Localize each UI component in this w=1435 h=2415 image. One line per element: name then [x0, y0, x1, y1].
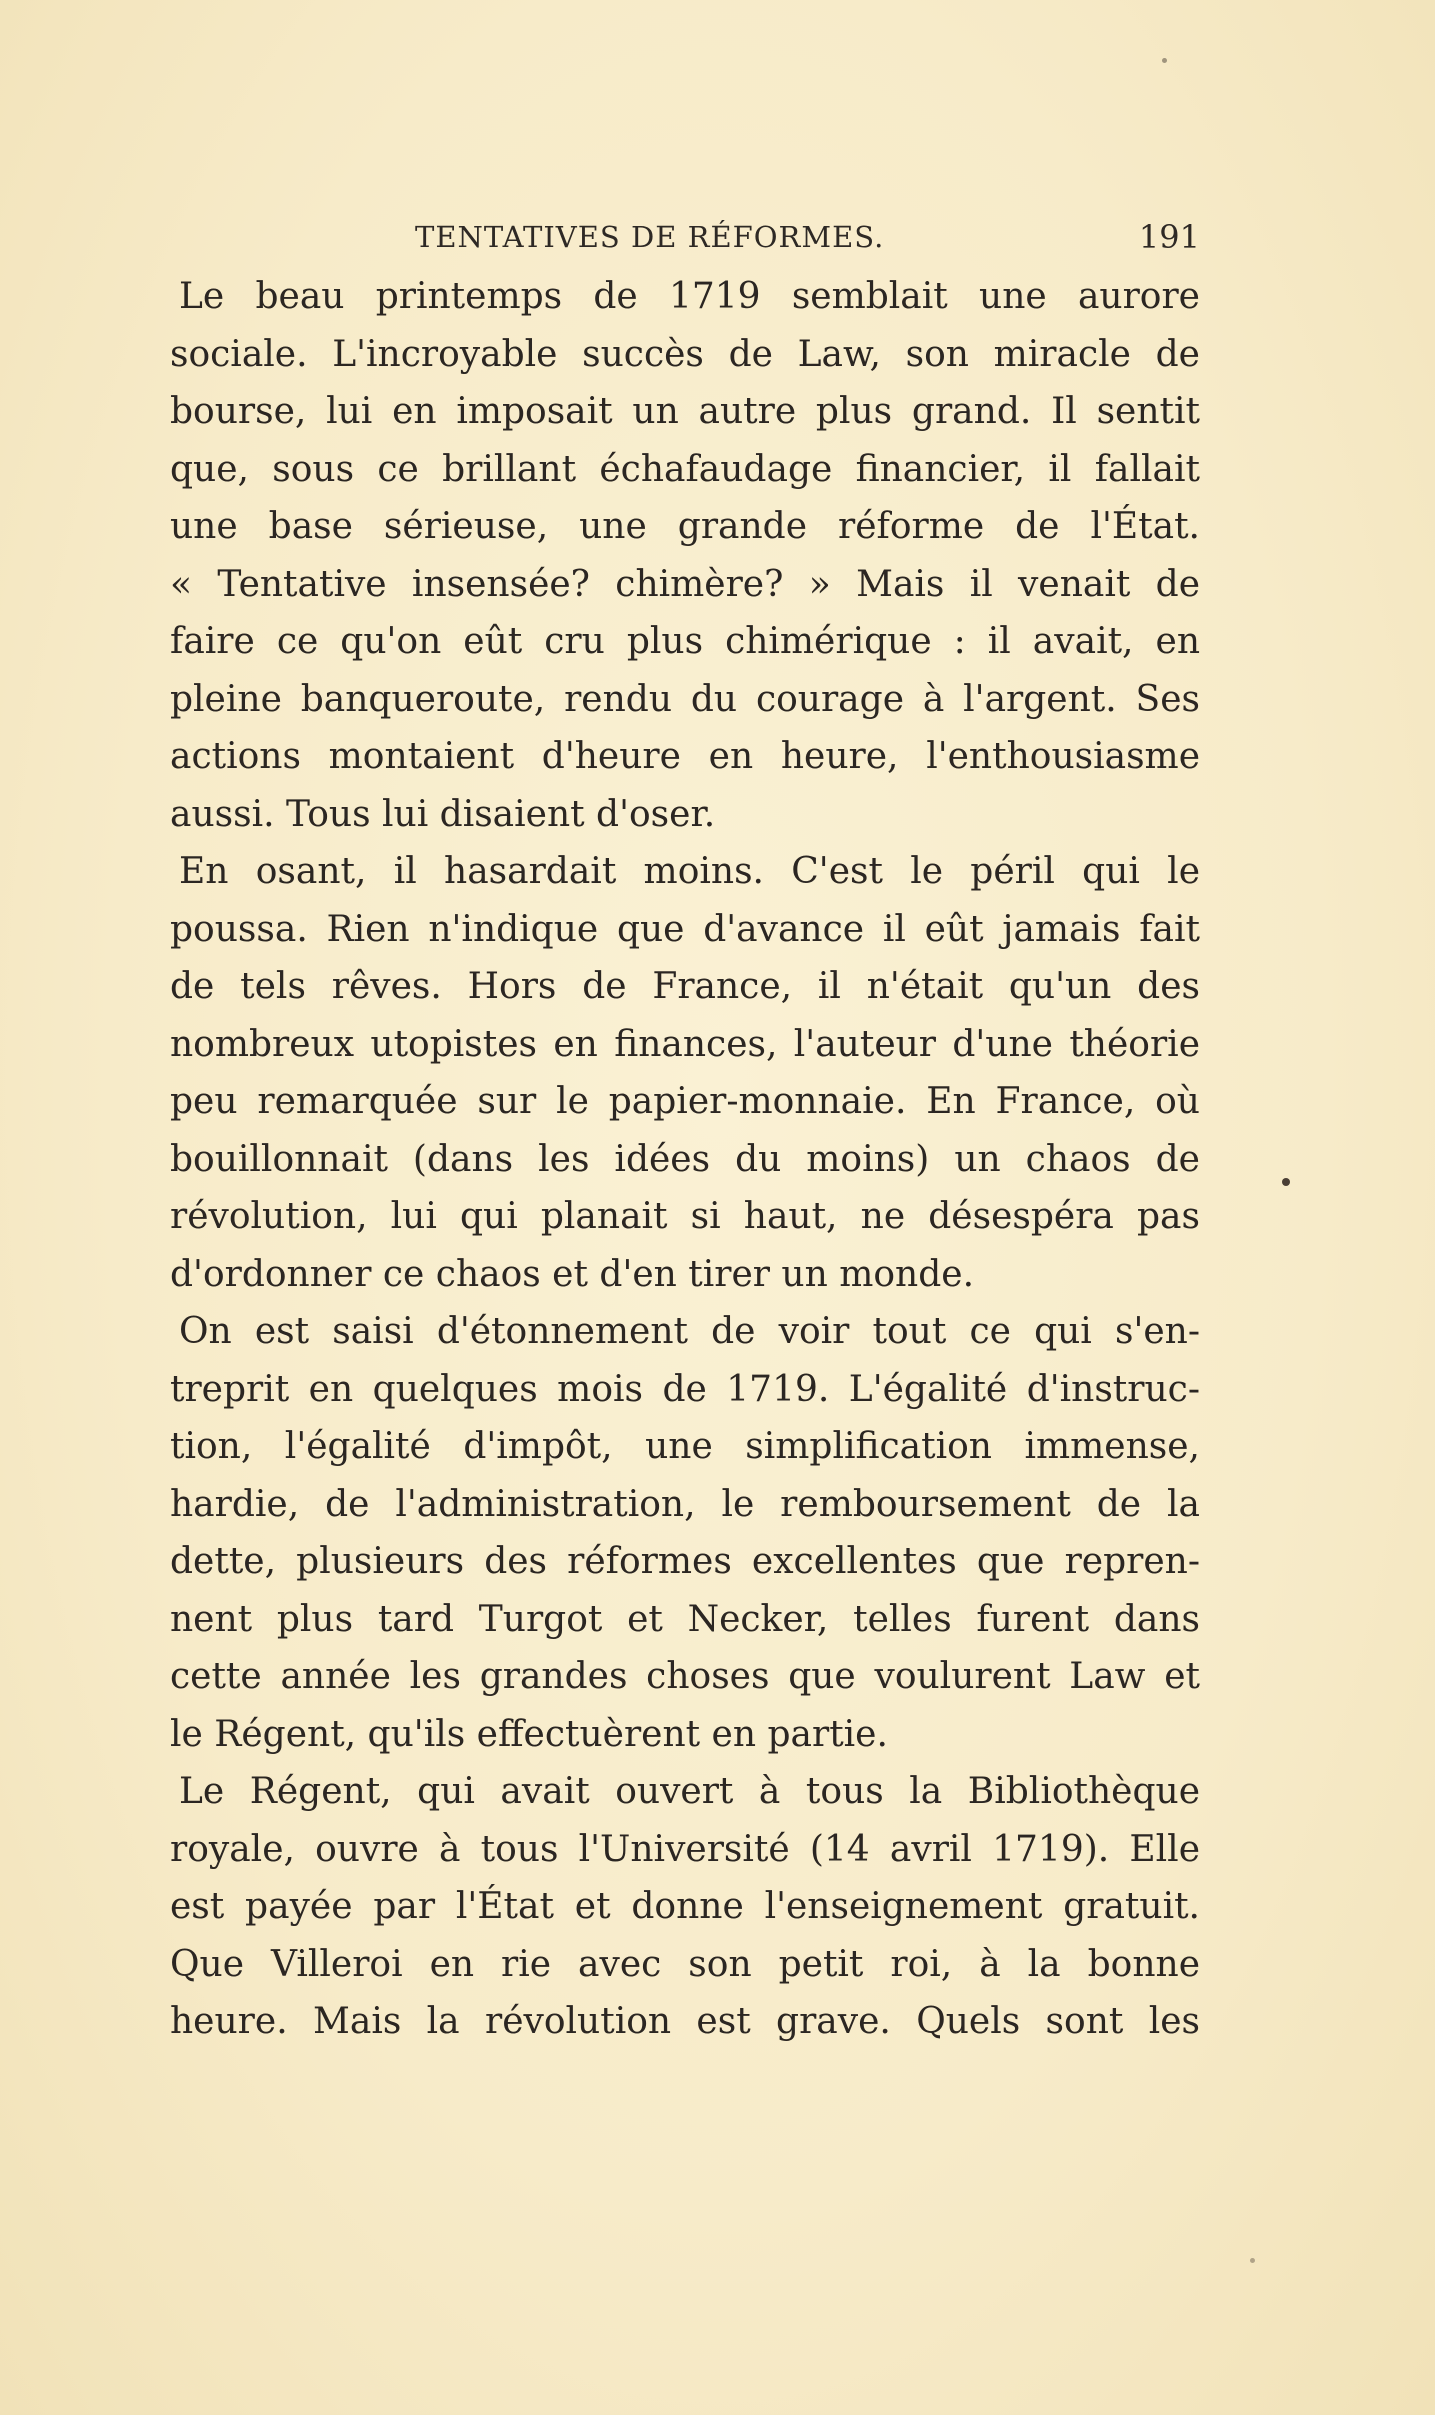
- text-line: faire ce qu'on eût cru plus chimérique : il avait, en: [170, 621, 1200, 662]
- text-line: treprit en quelques mois de 1719. L'égalité d'instruc-: [170, 1368, 1200, 1410]
- text-line: de tels rêves. Hors de France, il n'était qu'un des: [170, 966, 1200, 1007]
- text-line: bourse, lui en imposait un autre plus grand. Il sentit: [170, 391, 1200, 432]
- text-line: hardie, de l'administration, le remboursement de la: [170, 1483, 1200, 1525]
- text-line: nombreux utopistes en finances, l'auteur d'une théorie: [170, 1023, 1200, 1065]
- running-title: TENTATIVES DE RÉFORMES.: [415, 220, 885, 254]
- text-line: Le beau printemps de 1719 semblait une aurore: [179, 276, 1200, 317]
- text-line: aussi. Tous lui disaient d'oser.: [170, 793, 716, 835]
- paragraph-2: [170, 843, 1200, 1303]
- text-line: Le Régent, qui avait ouvert à tous la Bibliothèque: [179, 1771, 1200, 1812]
- text-line: le Régent, qu'ils effectuèrent en partie.: [170, 1713, 888, 1755]
- text-line: peu remarquée sur le papier-monnaie. En France, où: [170, 1081, 1200, 1122]
- text-line: révolution, lui qui planait si haut, ne désespéra pas: [170, 1196, 1200, 1237]
- text-line: que, sous ce brillant échafaudage financier, il fallait: [170, 448, 1200, 490]
- text-line: pleine banqueroute, rendu du courage à l'argent. Ses: [170, 678, 1200, 720]
- text-line: d'ordonner ce chaos et d'en tirer un monde.: [170, 1253, 975, 1295]
- text-line: nent plus tard Turgot et Necker, telles furent dans: [170, 1598, 1200, 1640]
- text-line: tion, l'égalité d'impôt, une simplification immense,: [170, 1426, 1200, 1467]
- text-line: poussa. Rien n'indique que d'avance il eût jamais fait: [170, 908, 1200, 950]
- text-line: heure. Mais la révolution est grave. Quels sont les: [170, 2001, 1200, 2042]
- text-line: sociale. L'incroyable succès de Law, son miracle de: [170, 333, 1200, 375]
- text-line: En osant, il hasardait moins. C'est le péril qui le: [179, 851, 1200, 892]
- text-line: bouillonnait (dans les idées du moins) un chaos de: [170, 1138, 1200, 1180]
- text-line: une base sérieuse, une grande réforme de l'État.: [170, 506, 1200, 547]
- paragraph-1: [170, 268, 1200, 843]
- text-line: royale, ouvre à tous l'Université (14 avril 1719). Elle: [170, 1828, 1200, 1870]
- body-text: [170, 268, 1200, 2051]
- text-line: « Tentative insensée? chimère? » Mais il venait de: [170, 563, 1200, 605]
- text-line: dette, plusieurs des réformes excellentes que repren-: [170, 1541, 1200, 1582]
- paragraph-4: [170, 1763, 1200, 2051]
- paragraph-3: [170, 1303, 1200, 1763]
- text-line: cette année les grandes choses que voulurent Law et: [170, 1656, 1200, 1697]
- margin-speck: [1282, 1178, 1290, 1186]
- page-number: 191: [1138, 218, 1200, 256]
- margin-speck: [1162, 58, 1167, 63]
- page-header: [170, 210, 1200, 260]
- text-line: est payée par l'État et donne l'enseignement gratuit.: [170, 1886, 1200, 1927]
- text-line: On est saisi d'étonnement de voir tout ce qui s'en-: [179, 1311, 1200, 1352]
- text-line: actions montaient d'heure en heure, l'enthousiasme: [170, 736, 1200, 777]
- text-line: Que Villeroi en rie avec son petit roi, à la bonne: [170, 1943, 1200, 1985]
- margin-speck: [1250, 2258, 1255, 2263]
